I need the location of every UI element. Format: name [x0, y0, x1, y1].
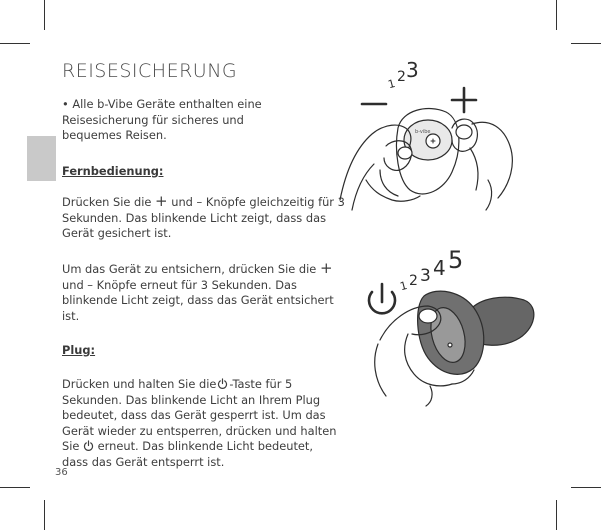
plus-icon: + [155, 192, 168, 210]
page-number: 36 [55, 467, 68, 478]
plug-led [448, 343, 452, 347]
remote-heading: Fernbedienung: [62, 164, 164, 178]
left-thumb [398, 147, 412, 159]
text-part: und [171, 195, 193, 209]
remote-logo: b-vibe [415, 129, 431, 135]
count-1: 1 [398, 278, 409, 294]
text-part: -Taste für 5 Sekunden. Das blinkende Licht an Ihrem Plug bedeutet, dass das Gerät gesperrt ist. Um das Gerät wieder zu entsperren, drücken und halten Sie [62, 377, 337, 453]
minus-icon: – [196, 195, 203, 209]
count-3: 3 [420, 266, 431, 286]
plug-heading: Plug: [62, 343, 96, 357]
text-part: Drücken Sie die [62, 195, 152, 209]
plug-thumb [419, 309, 437, 323]
count-4: 4 [433, 256, 446, 280]
count-1: 1 [386, 76, 397, 92]
count-2: 2 [397, 69, 406, 85]
plug-illustration [369, 284, 534, 406]
text-part: Drücken und halten Sie die [62, 377, 217, 391]
count-5: 5 [448, 246, 464, 274]
minus-icon: – [87, 277, 93, 292]
text-part: Um das Gerät zu entsichern, drücken Sie die [62, 262, 317, 276]
plus-icon: + [319, 259, 333, 277]
remote-illustration [340, 88, 512, 210]
text-part: Knöpfe erneut für 3 Sekunden. Das blinkende Licht zeigt, dass das Gerät entsichert ist. [62, 277, 334, 323]
count-2: 2 [409, 273, 418, 289]
count-3: 3 [406, 58, 419, 82]
page-title: REISESICHERUNG [62, 60, 238, 82]
text-part: und [62, 277, 84, 292]
text-part: erneut. Das blinkende Licht bedeutet, dass das Gerät entsperrt ist. [62, 439, 313, 469]
text-part: Knöpfe gleichzeitig für 3 Sekunden. Das blinkende Licht zeigt, dass das Gerät gesichert ist. [62, 195, 345, 240]
intro-text: • Alle b-Vibe Geräte enthalten eine Reisesicherung für sicheres und bequemes Reisen. [62, 97, 262, 142]
right-thumb [456, 125, 472, 139]
